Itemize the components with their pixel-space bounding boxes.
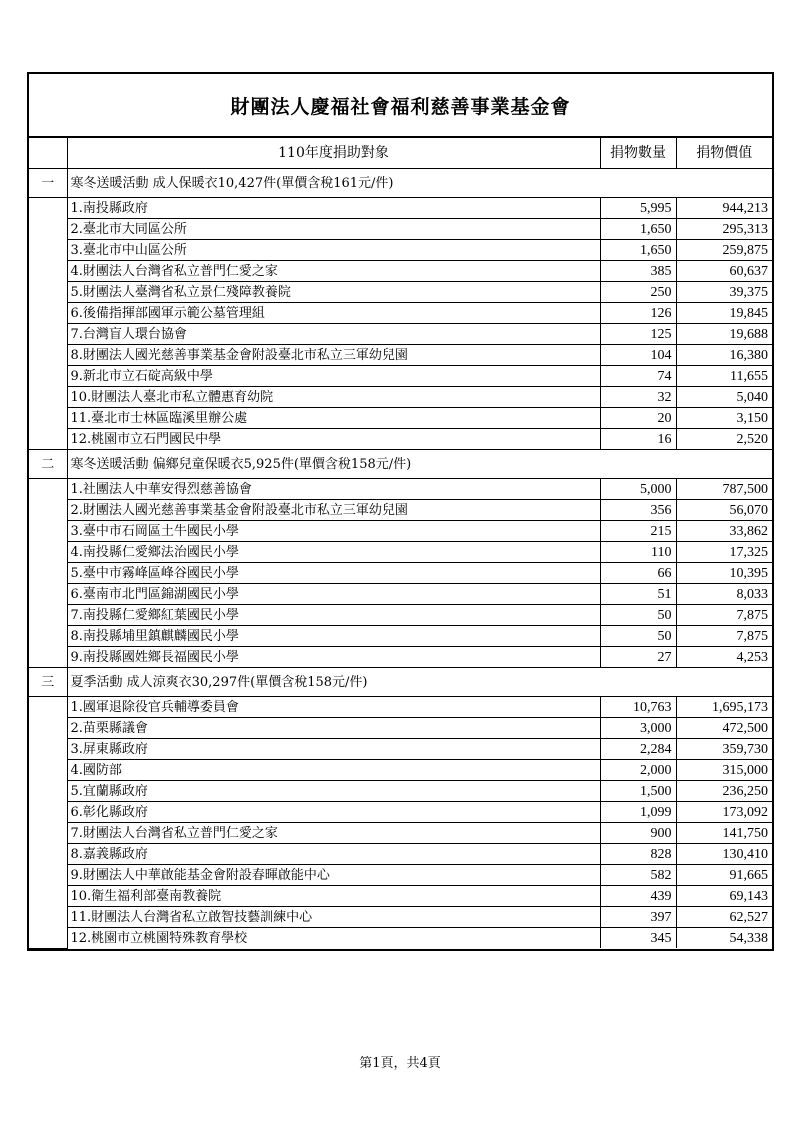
donation-value: 56,070 <box>676 500 772 521</box>
donation-value: 33,862 <box>676 521 772 542</box>
table-row <box>29 907 772 928</box>
donation-value: 944,213 <box>676 198 772 219</box>
table-row <box>29 718 772 739</box>
donation-quantity: 2,284 <box>600 739 676 760</box>
donation-value: 1,695,173 <box>676 697 772 718</box>
donation-quantity: 900 <box>600 823 676 844</box>
table-row <box>29 387 772 408</box>
table-header-row <box>29 138 772 169</box>
header-value: 捐物價值 <box>676 138 772 169</box>
recipient-name: 2.苗栗縣議會 <box>67 718 600 739</box>
recipient-name: 3.屏東縣政府 <box>67 739 600 760</box>
donation-value: 69,143 <box>676 886 772 907</box>
donation-quantity: 828 <box>600 844 676 865</box>
recipient-name: 1.社團法人中華安得烈慈善協會 <box>67 479 600 500</box>
donation-quantity: 5,000 <box>600 479 676 500</box>
table-row <box>29 429 772 450</box>
donation-value: 16,380 <box>676 345 772 366</box>
donation-quantity: 1,500 <box>600 781 676 802</box>
table-row <box>29 647 772 668</box>
recipient-name: 9.新北市立石碇高級中學 <box>67 366 600 387</box>
donation-quantity: 250 <box>600 282 676 303</box>
donation-quantity: 3,000 <box>600 718 676 739</box>
recipient-name: 4.財團法人台灣省私立普門仁愛之家 <box>67 261 600 282</box>
donation-value: 315,000 <box>676 760 772 781</box>
donation-value: 787,500 <box>676 479 772 500</box>
header-recipient: 110年度捐助對象 <box>67 138 600 169</box>
section-blank-cell <box>29 697 67 949</box>
donation-value: 236,250 <box>676 781 772 802</box>
donation-table <box>29 138 772 949</box>
recipient-name: 9.財團法人中華啟能基金會附設春暉啟能中心 <box>67 865 600 886</box>
donation-value: 91,665 <box>676 865 772 886</box>
recipient-name: 2.財團法人國光慈善事業基金會附設臺北市私立三軍幼兒園 <box>67 500 600 521</box>
table-row <box>29 605 772 626</box>
donation-quantity: 27 <box>600 647 676 668</box>
donation-value: 173,092 <box>676 802 772 823</box>
recipient-name: 1.南投縣政府 <box>67 198 600 219</box>
donation-quantity: 51 <box>600 584 676 605</box>
donation-quantity: 20 <box>600 408 676 429</box>
donation-quantity: 1,099 <box>600 802 676 823</box>
recipient-name: 7.台灣盲人環台協會 <box>67 324 600 345</box>
table-row <box>29 886 772 907</box>
donation-quantity: 345 <box>600 928 676 949</box>
donation-value: 2,520 <box>676 429 772 450</box>
recipient-name: 4.南投縣仁愛鄉法治國民小學 <box>67 542 600 563</box>
recipient-name: 10.衛生福利部臺南教養院 <box>67 886 600 907</box>
section-number: 三 <box>29 668 67 697</box>
donation-sheet <box>27 72 774 951</box>
table-row <box>29 739 772 760</box>
donation-value: 10,395 <box>676 563 772 584</box>
donation-value: 359,730 <box>676 739 772 760</box>
table-row <box>29 697 772 718</box>
donation-value: 472,500 <box>676 718 772 739</box>
table-row <box>29 366 772 387</box>
donation-quantity: 582 <box>600 865 676 886</box>
donation-quantity: 74 <box>600 366 676 387</box>
table-row <box>29 563 772 584</box>
donation-quantity: 66 <box>600 563 676 584</box>
recipient-name: 8.嘉義縣政府 <box>67 844 600 865</box>
recipient-name: 6.彰化縣政府 <box>67 802 600 823</box>
table-row <box>29 261 772 282</box>
recipient-name: 3.臺北市中山區公所 <box>67 240 600 261</box>
table-row <box>29 479 772 500</box>
donation-value: 5,040 <box>676 387 772 408</box>
donation-value: 39,375 <box>676 282 772 303</box>
recipient-name: 11.臺北市士林區臨溪里辦公處 <box>67 408 600 429</box>
donation-quantity: 439 <box>600 886 676 907</box>
donation-quantity: 125 <box>600 324 676 345</box>
table-row <box>29 240 772 261</box>
page-title: 財團法人慶福社會福利慈善事業基金會 <box>29 74 772 138</box>
section-number: 一 <box>29 169 67 198</box>
table-row <box>29 324 772 345</box>
recipient-name: 12.桃園市立石門國民中學 <box>67 429 600 450</box>
donation-value: 7,875 <box>676 605 772 626</box>
table-row <box>29 823 772 844</box>
table-row <box>29 760 772 781</box>
recipient-name: 7.南投縣仁愛鄉紅葉國民小學 <box>67 605 600 626</box>
table-row <box>29 802 772 823</box>
recipient-name: 1.國軍退除役官兵輔導委員會 <box>67 697 600 718</box>
donation-value: 3,150 <box>676 408 772 429</box>
donation-quantity: 50 <box>600 626 676 647</box>
donation-quantity: 32 <box>600 387 676 408</box>
donation-quantity: 16 <box>600 429 676 450</box>
donation-value: 130,410 <box>676 844 772 865</box>
donation-quantity: 10,763 <box>600 697 676 718</box>
recipient-name: 7.財團法人台灣省私立普門仁愛之家 <box>67 823 600 844</box>
donation-quantity: 126 <box>600 303 676 324</box>
recipient-name: 12.桃園市立桃園特殊教育學校 <box>67 928 600 949</box>
donation-quantity: 215 <box>600 521 676 542</box>
donation-value: 4,253 <box>676 647 772 668</box>
table-row <box>29 865 772 886</box>
recipient-name: 8.南投縣埔里鎮麒麟國民小學 <box>67 626 600 647</box>
donation-quantity: 1,650 <box>600 219 676 240</box>
section-blank-cell <box>29 479 67 668</box>
recipient-name: 5.宜蘭縣政府 <box>67 781 600 802</box>
table-row <box>29 542 772 563</box>
section-blank-cell <box>29 198 67 450</box>
recipient-name: 11.財團法人台灣省私立啟智技藝訓練中心 <box>67 907 600 928</box>
recipient-name: 8.財團法人國光慈善事業基金會附設臺北市私立三軍幼兒園 <box>67 345 600 366</box>
donation-value: 7,875 <box>676 626 772 647</box>
header-quantity: 捐物數量 <box>600 138 676 169</box>
table-row <box>29 303 772 324</box>
table-row <box>29 408 772 429</box>
table-row <box>29 781 772 802</box>
donation-value: 295,313 <box>676 219 772 240</box>
header-blank-cell <box>29 138 67 169</box>
recipient-name: 6.臺南市北門區錦湖國民小學 <box>67 584 600 605</box>
recipient-name: 3.臺中市石岡區土牛國民小學 <box>67 521 600 542</box>
section-row <box>29 169 772 198</box>
donation-value: 141,750 <box>676 823 772 844</box>
section-row <box>29 668 772 697</box>
table-row <box>29 219 772 240</box>
donation-quantity: 1,650 <box>600 240 676 261</box>
table-row <box>29 345 772 366</box>
recipient-name: 5.臺中市霧峰區峰谷國民小學 <box>67 563 600 584</box>
recipient-name: 9.南投縣國姓鄉長福國民小學 <box>67 647 600 668</box>
donation-quantity: 110 <box>600 542 676 563</box>
donation-quantity: 397 <box>600 907 676 928</box>
recipient-name: 2.臺北市大同區公所 <box>67 219 600 240</box>
recipient-name: 10.財團法人臺北市私立體惠育幼院 <box>67 387 600 408</box>
table-row <box>29 584 772 605</box>
section-title: 寒冬送暖活動 成人保暖衣10,427件(單價含稅161元/件) <box>67 169 772 198</box>
donation-value: 19,688 <box>676 324 772 345</box>
recipient-name: 4.國防部 <box>67 760 600 781</box>
donation-value: 62,527 <box>676 907 772 928</box>
recipient-name: 6.後備指揮部國軍示範公墓管理組 <box>67 303 600 324</box>
donation-value: 259,875 <box>676 240 772 261</box>
donation-quantity: 104 <box>600 345 676 366</box>
page-footer: 第1頁，共4頁 <box>359 1056 441 1071</box>
recipient-name: 5.財團法人臺灣省私立景仁殘障教養院 <box>67 282 600 303</box>
section-number: 二 <box>29 450 67 479</box>
donation-quantity: 5,995 <box>600 198 676 219</box>
donation-value: 11,655 <box>676 366 772 387</box>
table-row <box>29 198 772 219</box>
donation-quantity: 356 <box>600 500 676 521</box>
donation-value: 19,845 <box>676 303 772 324</box>
donation-value: 17,325 <box>676 542 772 563</box>
donation-quantity: 2,000 <box>600 760 676 781</box>
table-row <box>29 521 772 542</box>
donation-value: 54,338 <box>676 928 772 949</box>
table-row <box>29 282 772 303</box>
table-row <box>29 626 772 647</box>
donation-table-body <box>29 138 772 948</box>
section-row <box>29 450 772 479</box>
donation-value: 8,033 <box>676 584 772 605</box>
donation-quantity: 50 <box>600 605 676 626</box>
table-row <box>29 500 772 521</box>
section-title: 寒冬送暖活動 偏鄉兒童保暖衣5,925件(單價含稅158元/件) <box>67 450 772 479</box>
table-row <box>29 844 772 865</box>
donation-quantity: 385 <box>600 261 676 282</box>
section-title: 夏季活動 成人涼爽衣30,297件(單價含稅158元/件) <box>67 668 772 697</box>
donation-value: 60,637 <box>676 261 772 282</box>
table-row <box>29 928 772 949</box>
